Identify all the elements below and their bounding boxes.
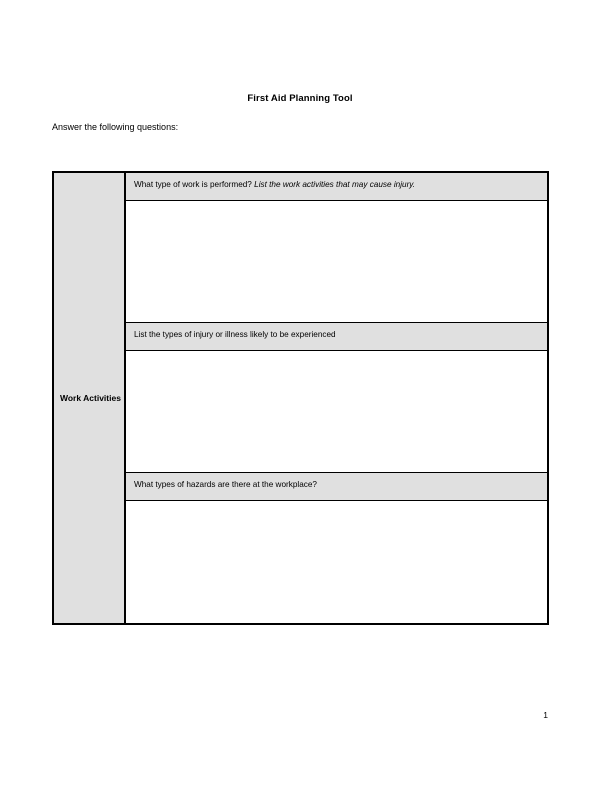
question-block-2: [126, 323, 547, 473]
row-header-work-activities: [54, 173, 126, 623]
answer-field-2[interactable]: [126, 351, 547, 473]
answer-field-1[interactable]: [126, 201, 547, 323]
question-prompt-2-text: List the types of injury or illness likely to be experienced: [134, 330, 336, 339]
question-prompt-1-text: What type of work is performed?: [134, 180, 255, 189]
answer-field-3[interactable]: [126, 501, 547, 623]
questions-column: [126, 173, 547, 623]
page-title: First Aid Planning Tool: [247, 93, 353, 104]
question-block-3: [126, 473, 547, 623]
work-activities-table: [52, 171, 549, 625]
row-header-label: Work Activities: [60, 392, 121, 403]
instruction-text: Answer the following questions:: [52, 122, 179, 132]
question-prompt-2: [126, 323, 547, 351]
page-number: 1: [543, 710, 548, 720]
question-prompt-3: [126, 473, 547, 501]
question-block-1: [126, 173, 547, 323]
question-prompt-3-text: What types of hazards are there at the workplace?: [134, 480, 317, 489]
question-prompt-1-emphasis: List the work activities that may cause injury.: [254, 180, 416, 189]
question-prompt-1: [126, 173, 547, 201]
